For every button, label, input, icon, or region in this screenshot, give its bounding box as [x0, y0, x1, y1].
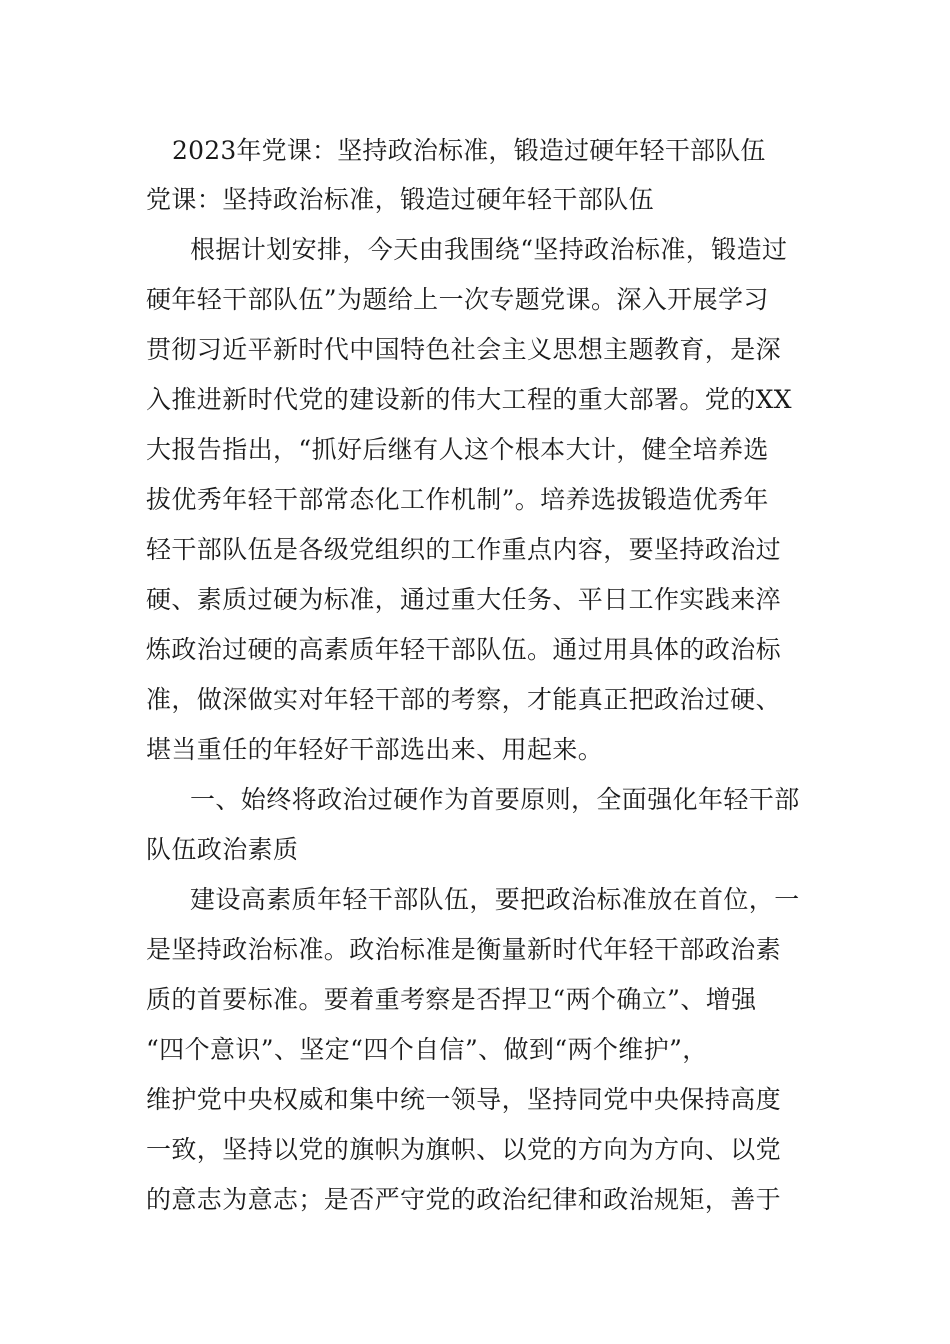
paragraph-line: “四个意识”、坚定“四个自信”、做到“两个维护”，	[146, 1035, 708, 1064]
paragraph-line: 维护党中央权威和集中统一领导，坚持同党中央保持高度	[146, 1085, 782, 1114]
document-subtitle: 党课：坚持政治标准，锻造过硬年轻干部队伍	[146, 185, 655, 214]
paragraph-line: 拔优秀年轻干部常态化工作机制”。培养选拔锻造优秀年	[146, 485, 769, 514]
paragraph-line: 入推进新时代党的建设新的伟大工程的重大部署。党的XX	[146, 385, 792, 414]
paragraph-line: 轻干部队伍是各级党组织的工作重点内容，要坚持政治过	[146, 535, 782, 564]
paragraph-line: 的意志为意志；是否严守党的政治纪律和政治规矩，善于	[146, 1185, 782, 1214]
paragraph-line: 硬年轻干部队伍”为题给上一次专题党课。深入开展学习	[146, 285, 769, 314]
paragraph-line: 建设高素质年轻干部队伍，要把政治标准放在首位，一	[190, 885, 800, 914]
paragraph-line: 根据计划安排，今天由我围绕“坚持政治标准，锻造过	[190, 235, 788, 264]
paragraph-line: 堪当重任的年轻好干部选出来、用起来。	[146, 735, 604, 764]
paragraph-line: 硬、素质过硬为标准，通过重大任务、平日工作实践来淬	[146, 585, 782, 614]
section-heading: 一、始终将政治过硬作为首要原则，全面强化年轻干部	[190, 785, 800, 814]
document-title: 2023年党课：坚持政治标准，锻造过硬年轻干部队伍	[172, 136, 766, 165]
paragraph-line: 贯彻习近平新时代中国特色社会主义思想主题教育，是深	[146, 335, 782, 364]
paragraph-line: 一致，坚持以党的旗帜为旗帜、以党的方向为方向、以党	[146, 1135, 782, 1164]
paragraph-line: 炼政治过硬的高素质年轻干部队伍。通过用具体的政治标	[146, 635, 782, 664]
paragraph-line: 质的首要标准。要着重考察是否捍卫“两个确立”、增强	[146, 985, 757, 1014]
paragraph-line: 准，做深做实对年轻干部的考察，才能真正把政治过硬、	[146, 685, 782, 714]
section-heading-continued: 队伍政治素质	[146, 835, 299, 864]
paragraph-line: 是坚持政治标准。政治标准是衡量新时代年轻干部政治素	[146, 935, 782, 964]
paragraph-line: 大报告指出，“抓好后继有人这个根本大计，健全培养选	[146, 435, 769, 464]
